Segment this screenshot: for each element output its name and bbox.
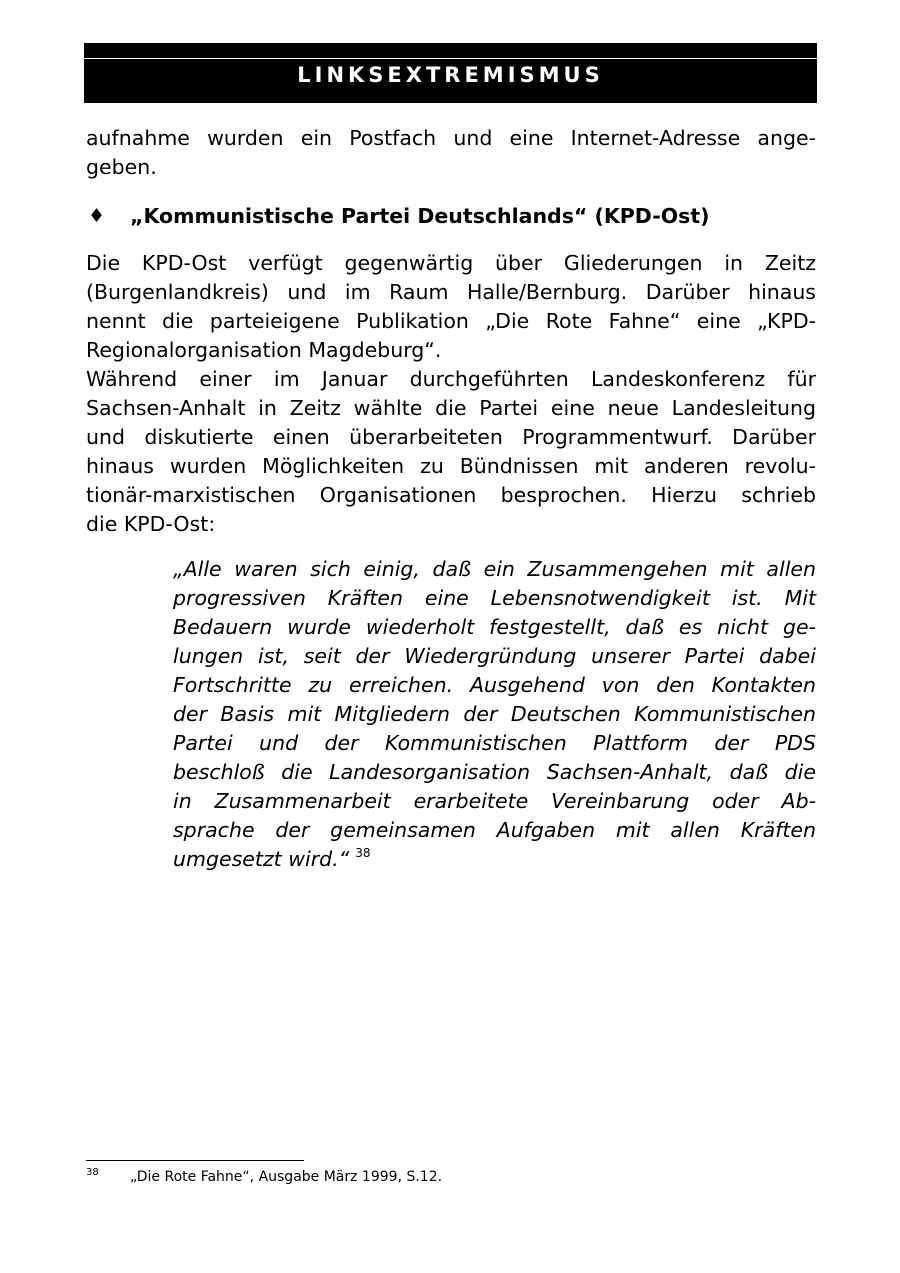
section-heading	[88, 200, 818, 232]
quote-last-line	[173, 845, 816, 874]
section-heading-text: „Kommunistische Partei Deutschlands“ (KPD-Ost)	[130, 204, 710, 228]
quote-line: in Zusammenarbeit erarbeitete Vereinbarung oder Ab-	[173, 789, 816, 813]
quote-line: der Basis mit Mitgliedern der Deutschen Kommunistischen	[173, 702, 816, 726]
quote-line: Bedauern wurde wiederholt festgestellt, daß es nicht ge-	[173, 615, 816, 639]
diamond-bullet-icon: ♦	[88, 205, 106, 227]
quote-line: umgesetzt wird.“	[173, 847, 350, 871]
quote-line: „Alle waren sich einig, daß ein Zusammengehen mit allen	[173, 557, 816, 581]
text-line: geben.	[86, 155, 157, 179]
text-line: nennt die parteieigene Publikation „Die Rote Fahne“ eine „KPD-	[86, 309, 816, 333]
text-line: Die KPD-Ost verfügt gegenwärtig über Gliederungen in Zeitz	[86, 251, 816, 275]
footnote-divider	[86, 1160, 304, 1161]
text-line: Sachsen-Anhalt in Zeitz wählte die Partei eine neue Landesleitung	[86, 396, 816, 420]
quote-line: lungen ist, seit der Wiedergründung unserer Partei dabei	[173, 644, 816, 668]
text-line: hinaus wurden Möglichkeiten zu Bündnissen mit anderen revolu-	[86, 454, 816, 478]
text-line: die KPD-Ost:	[86, 512, 216, 536]
text-line: Regionalorganisation Magdeburg“.	[86, 338, 442, 362]
quote-line: Partei und der Kommunistischen Plattform der PDS	[173, 731, 816, 755]
header-divider	[84, 58, 817, 59]
text-line: (Burgenlandkreis) und im Raum Halle/Bernburg. Darüber hinaus	[86, 280, 816, 304]
footnote-text: „Die Rote Fahne“, Ausgabe März 1999, S.12.	[130, 1169, 443, 1185]
footnote-number: 38	[86, 1167, 99, 1178]
intro-paragraph	[86, 124, 816, 182]
text-line: aufnahme wurden ein Postfach und eine Internet-Adresse ange-	[86, 126, 816, 150]
paragraph-kpd-ost	[86, 249, 816, 539]
header-title: LINKSEXTREMISMUS	[297, 63, 604, 87]
quote-line: beschloß die Landesorganisation Sachsen-Anhalt, daß die	[173, 760, 816, 784]
quote-line: sprache der gemeinsamen Aufgaben mit allen Kräften	[173, 818, 816, 842]
block-quote	[173, 555, 816, 874]
quote-line: progressiven Kräften eine Lebensnotwendigkeit ist. Mit	[173, 586, 816, 610]
page-header	[84, 43, 817, 103]
text-line: und diskutierte einen überarbeiteten Programmentwurf. Darüber	[86, 425, 816, 449]
footnote-reference[interactable]: 38	[355, 846, 371, 860]
quote-line: Fortschritte zu erreichen. Ausgehend von den Kontakten	[173, 673, 816, 697]
text-line: tionär-marxistischen Organisationen besprochen. Hierzu schrieb	[86, 483, 816, 507]
text-line: Während einer im Januar durchgeführten Landeskonferenz für	[86, 367, 816, 391]
